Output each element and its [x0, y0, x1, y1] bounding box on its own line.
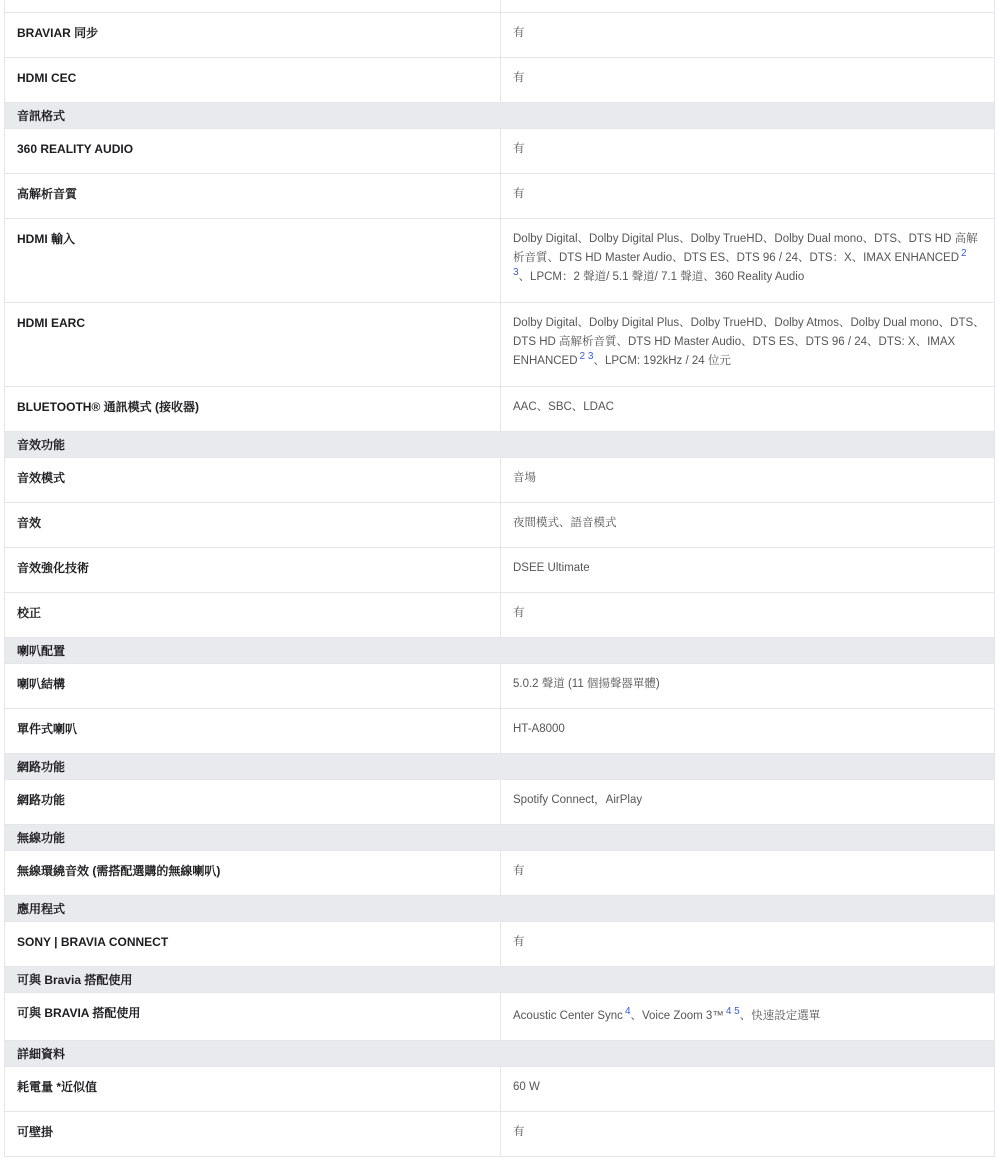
spec-row	[5, 1112, 994, 1157]
spec-value: 有	[513, 865, 525, 877]
spec-value: AAC、SBC、LDAC	[513, 401, 614, 413]
spec-value	[501, 219, 994, 302]
section-header: 音效功能	[5, 432, 994, 458]
spec-label: 音效模式	[5, 458, 501, 502]
footnote-link[interactable]: 4 5	[725, 1006, 740, 1018]
spec-row	[5, 387, 994, 432]
spec-row	[5, 922, 994, 967]
spec-value-text: 、Voice Zoom 3™	[630, 1010, 724, 1022]
spec-value: 60 W	[513, 1081, 540, 1093]
section-header: 音訊格式	[5, 103, 994, 129]
section-header: 可與 Bravia 搭配使用	[5, 967, 994, 993]
spec-table	[4, 0, 995, 1157]
spec-value: 有	[513, 188, 525, 200]
spec-value	[501, 0, 994, 12]
spec-label	[5, 0, 501, 12]
spec-value	[501, 993, 994, 1040]
spec-label: HDMI CEC	[5, 58, 501, 102]
spec-label: HDMI 輸入	[5, 219, 501, 302]
spec-value: 有	[513, 1126, 525, 1138]
spec-label: SONY | BRAVIA CONNECT	[5, 922, 501, 966]
section-header: 喇叭配置	[5, 638, 994, 664]
spec-row	[5, 58, 994, 103]
spec-row	[5, 219, 994, 303]
spec-value: 音場	[513, 472, 536, 484]
spec-label: 喇叭結構	[5, 664, 501, 708]
spec-label: 音效	[5, 503, 501, 547]
spec-label: BLUETOOTH® 通訊模式 (接收器)	[5, 387, 501, 431]
spec-row	[5, 503, 994, 548]
spec-label: 可壁掛	[5, 1112, 501, 1156]
spec-row	[5, 993, 994, 1041]
spec-row	[5, 303, 994, 387]
spec-label: 耗電量 *近似值	[5, 1067, 501, 1111]
spec-label: 音效強化技術	[5, 548, 501, 592]
spec-value-text: 、LPCM: 192kHz / 24 位元	[593, 355, 731, 367]
spec-value: 有	[513, 72, 525, 84]
spec-label: 360 REALITY AUDIO	[5, 129, 501, 173]
spec-value: 夜間模式、語音模式	[513, 517, 617, 529]
spec-row	[5, 709, 994, 754]
spec-row	[5, 458, 994, 503]
spec-value: 有	[513, 607, 525, 619]
spec-label: 網路功能	[5, 780, 501, 824]
spec-value-text: 、LPCM：2 聲道/ 5.1 聲道/ 7.1 聲道、360 Reality Audio	[518, 271, 805, 283]
spec-value-text: Acoustic Center Sync	[513, 1010, 623, 1022]
spec-row	[5, 1067, 994, 1112]
spec-label: 單件式喇叭	[5, 709, 501, 753]
section-header: 網路功能	[5, 754, 994, 780]
footnote-link[interactable]: 2 3	[513, 248, 967, 279]
spec-value: HT-A8000	[513, 723, 565, 735]
spec-row	[5, 0, 994, 13]
spec-value-text: 、快速設定選單	[739, 1010, 821, 1022]
section-header: 無線功能	[5, 825, 994, 851]
spec-label: 無線環繞音效 (需搭配選購的無線喇叭)	[5, 851, 501, 895]
spec-label: 可與 BRAVIA 搭配使用	[5, 993, 501, 1040]
spec-value: DSEE Ultimate	[513, 562, 590, 574]
spec-row	[5, 664, 994, 709]
spec-value-text: Dolby Digital、Dolby Digital Plus、Dolby TrueHD、Dolby Dual mono、DTS、DTS HD 高解析音質、DTS HD Master Audio、DTS ES、DTS 96 / 24、DTS：X、IMAX ENHANCED	[513, 233, 978, 264]
spec-label: HDMI EARC	[5, 303, 501, 386]
spec-label: BRAVIAR 同步	[5, 13, 501, 57]
spec-value: 5.0.2 聲道 (11 個揚聲器單體)	[513, 678, 660, 690]
spec-value: 有	[513, 27, 525, 39]
section-header: 應用程式	[5, 896, 994, 922]
spec-row	[5, 129, 994, 174]
spec-label: 校正	[5, 593, 501, 637]
footnote-link[interactable]: 2 3	[579, 351, 594, 363]
spec-row	[5, 780, 994, 825]
spec-row	[5, 174, 994, 219]
spec-value: 有	[513, 936, 525, 948]
spec-row	[5, 593, 994, 638]
spec-row	[5, 548, 994, 593]
section-header: 詳細資料	[5, 1041, 994, 1067]
spec-row	[5, 13, 994, 58]
footnote-link[interactable]: 4	[624, 1006, 631, 1018]
spec-label: 高解析音質	[5, 174, 501, 218]
spec-value: 有	[513, 143, 525, 155]
spec-row	[5, 851, 994, 896]
spec-value	[501, 303, 994, 386]
spec-value: Spotify Connect，AirPlay	[513, 794, 643, 806]
spec-value-text: Dolby Digital、Dolby Digital Plus、Dolby TrueHD、Dolby Atmos、Dolby Dual mono、DTS、DTS HD 高解析音質、DTS HD Master Audio、DTS ES、DTS 96 / 24、DTS: X、IMAX ENHANCED	[513, 317, 985, 367]
